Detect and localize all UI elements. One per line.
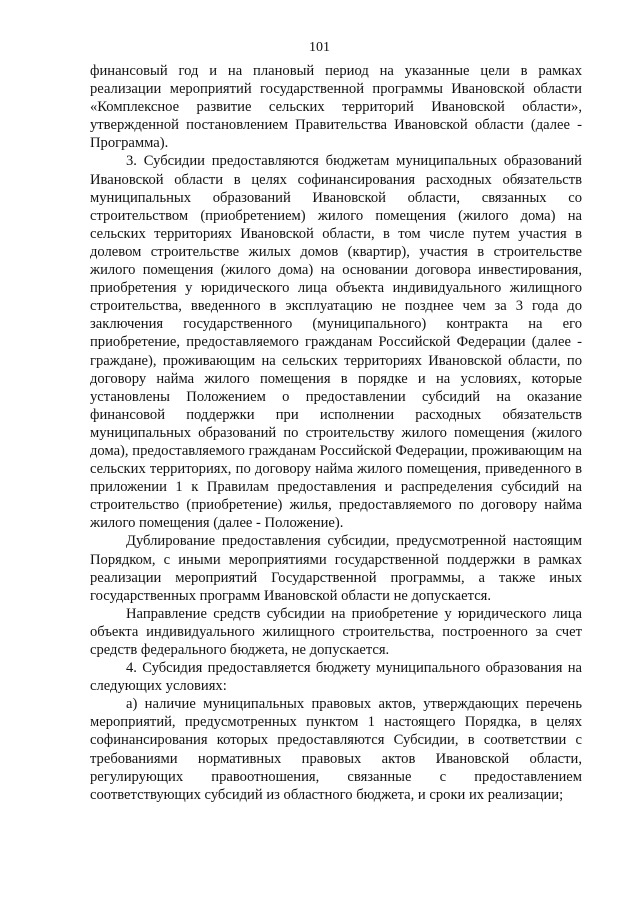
paragraph-duplication: Дублирование предоставления субсидии, предусмотренной настоящим Порядком, с иными мероприятиями государственной поддержки в рамках реализации мероприятий Государственной программы, а также иных государственных программ Ивановской области не допускается. — [90, 533, 582, 604]
paragraph-item-4: 4. Субсидия предоставляется бюджету муниципального образования на следующих условиях: — [90, 660, 582, 695]
document-body — [90, 62, 582, 804]
paragraph-item-4a: а) наличие муниципальных правовых актов, утверждающих перечень мероприятий, предусмотренных пунктом 1 настоящего Порядка, в целях софинансирования которых предоставляются Субсидии, в соответствии с требованиями нормативных правовых актов Ивановской области, регулирующих правоотношения, связанные с предоставлением соответствующих субсидий из областного бюджета, и сроки их реализации; — [90, 696, 582, 803]
paragraph-federal-funds: Направление средств субсидии на приобретение у юридического лица объекта индивидуального жилищного строительства, построенного за счет средств федерального бюджета, не допускается. — [90, 605, 582, 658]
paragraph-item-3: 3. Субсидии предоставляются бюджетам муниципальных образований Ивановской области в целях софинансирования расходных обязательств муниципальных образований Ивановской области, связанных со строительством (приобретением) жилого помещения (жилого дома) на сельских территориях Ивановской области, в том числе путем участия в долевом строительстве жилых домов (квартир), участия в строительстве жилого помещения (жилого дома) на основании договора инвестирования, приобретения у юридического лица объекта индивидуального жилищного строительства, введенного в эксплуатацию не позднее чем за 3 года до заключения государственного (муниципального) контракта на его приобретение, предоставляемого гражданам Российской Федерации (далее - граждане), проживающим на сельских территориях Ивановской области, по договору найма жилого помещения в порядке и на условиях, которые установлены Положением о предоставлении субсидий на оказание финансовой поддержки при исполнении расходных обязательств муниципальных образований по строительству жилого помещения (жилого дома), предоставляемого гражданам Российской Федерации, проживающим на сельских территориях, по договору найма жилого помещения, приведенного в приложении 1 к Правилам предоставления и распределения субсидий на строительство (приобретение) жилья, предоставляемого по договору найма жилого помещения (далее - Положение). — [90, 153, 582, 532]
paragraph-continuation: финансовый год и на плановый период на указанные цели в рамках реализации мероприятий государственной программы Ивановской области «Комплексное развитие сельских территорий Ивановской области», утвержденной постановлением Правительства Ивановской области (далее - Программа). — [90, 63, 582, 152]
page-number: 101 — [309, 40, 330, 55]
